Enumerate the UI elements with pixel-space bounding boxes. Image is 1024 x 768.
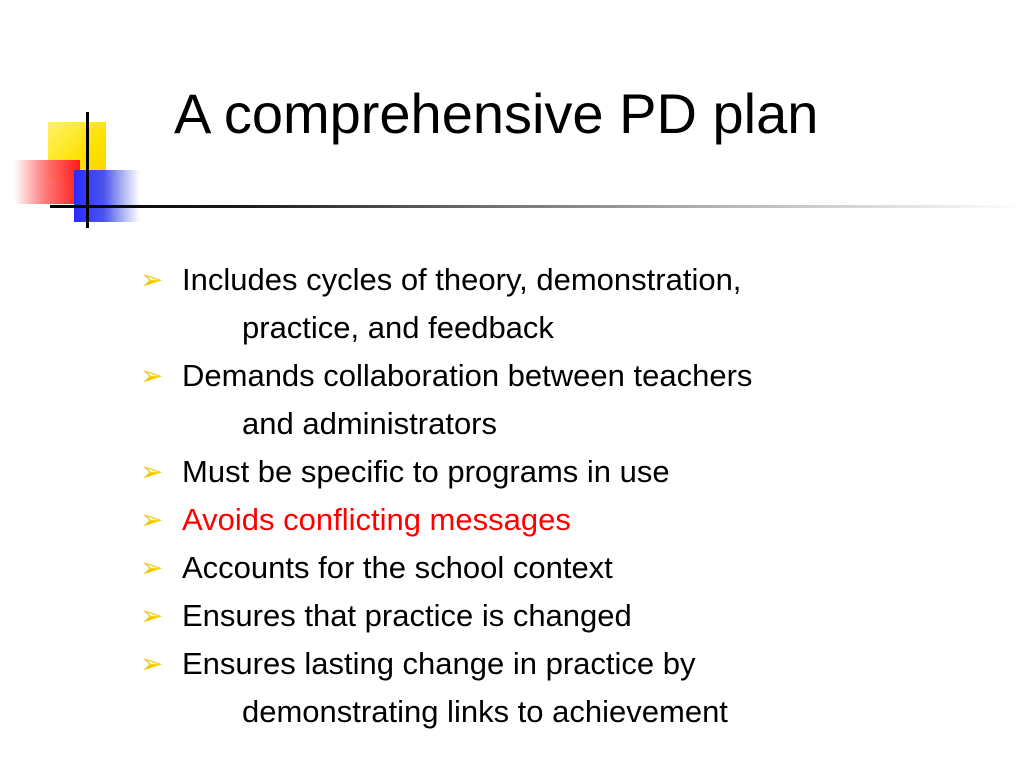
decor-red-bar	[14, 160, 80, 204]
bullet-text-continuation: practice, and feedback	[242, 310, 554, 345]
bullet-text: Accounts for the school context	[182, 550, 613, 585]
bullet-item	[140, 592, 1000, 640]
arrow-bullet-icon: ➢	[140, 456, 164, 487]
bullet-list	[140, 256, 1000, 736]
bullet-text: Ensures lasting change in practice by	[182, 646, 696, 681]
bullet-text: Must be specific to programs in use	[182, 454, 670, 489]
bullet-item	[140, 448, 1000, 496]
bullet-text: Ensures that practice is changed	[182, 598, 632, 633]
bullet-text-continuation: and administrators	[242, 406, 498, 441]
arrow-bullet-icon: ➢	[140, 360, 164, 391]
bullet-item	[140, 352, 1000, 448]
bullet-item	[140, 256, 1000, 352]
decor-vertical-line	[86, 112, 89, 228]
decor-blue-square	[74, 170, 140, 222]
arrow-bullet-icon: ➢	[140, 264, 164, 295]
bullet-text-continuation: demonstrating links to achievement	[242, 694, 728, 729]
arrow-bullet-icon: ➢	[140, 600, 164, 631]
title-underline	[50, 205, 1024, 208]
slide-title: A comprehensive PD plan	[174, 82, 819, 145]
bullet-item	[140, 544, 1000, 592]
arrow-bullet-icon: ➢	[140, 504, 164, 535]
arrow-bullet-icon: ➢	[140, 648, 164, 679]
bullet-item	[140, 640, 1000, 736]
arrow-bullet-icon: ➢	[140, 552, 164, 583]
bullet-text: Demands collaboration between teachers	[182, 358, 753, 393]
bullet-text: Includes cycles of theory, demonstration,	[182, 262, 742, 297]
bullet-text: Avoids conflicting messages	[182, 502, 571, 537]
bullet-item-highlighted	[140, 496, 1000, 544]
